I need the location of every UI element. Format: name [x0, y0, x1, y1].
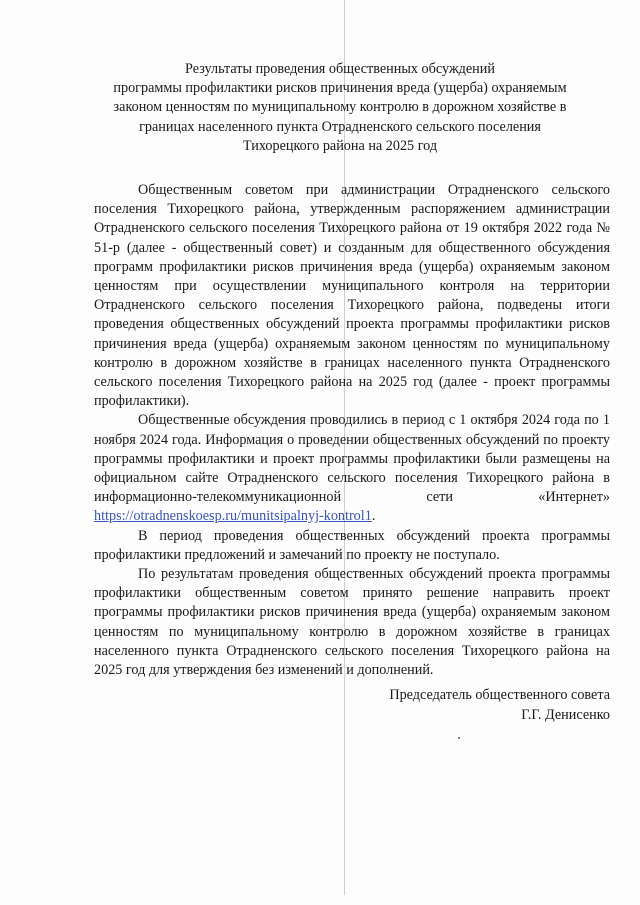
signature-position: Председатель общественного совета	[389, 687, 610, 703]
website-link[interactable]: https://otradnenskoesp.ru/munitsipalnyj-kontrol1	[94, 508, 372, 525]
signature-block	[389, 685, 610, 725]
signature-name: Г.Г. Денисенко	[521, 707, 610, 723]
paragraph-council-summary: Общественным советом при администрации Отрадненского сельского поселения Тихорецкого района, утвержденным распоряжением администрации Отрадненского сельского поселения Тихорецкого района от 19 октября 2022 года № 51-р (далее - общественный совет) и созданным для общественного обсуждения программ профилактики рисков причинения вреда (ущерба) охраняемым законом ценностям при осуществлении муниципального контроля на территории Отрадненского сельского поселения Тихорецкого района, подведены итоги проведения общественных обсуждений проекта программы профилактики рисков причинения вреда (ущерба) охраняемым законом ценностям по муниципальному контролю в дорожном хозяйстве в границах населенного пункта Отрадненского сельского поселения Тихорецкого района на 2025 год (далее - проект программы профилактики).	[94, 182, 610, 410]
paragraph-decision: По результатам проведения общественных обсуждений проекта программы профилактики общественным советом принято решение направить проект программы профилактики рисков причинения вреда (ущерба) охраняемым законом ценностям по муниципальному контролю в дорожном хозяйстве в границах населенного пункта Отрадненского сельского поселения Тихорецкого района на 2025 год для утверждения без изменений и дополнений.	[94, 566, 610, 679]
paragraph-discussion-text: Общественные обсуждения проводились в период с 1 октября 2024 года по 1 ноября 2024 года. Информация о проведении общественных обсуждений по проекту программы профилактики и проект программы профилактики были размещены на официальном сайте Отрадненского сельского поселения Тихорецкого района в информационно-телекоммуникационной сети «Интернет»	[94, 412, 610, 506]
paragraph-no-proposals: В период проведения общественных обсуждений проекта программы профилактики предложений и замечаний по проекту не поступало.	[94, 527, 610, 563]
paragraph-discussion-end: .	[371, 508, 376, 525]
title-line-5: Тихорецкого района на 2025 год	[242, 137, 438, 154]
title-line-4: границах населенного пункта Отрадненского сельского поселения	[139, 118, 541, 135]
document-title	[60, 60, 620, 156]
paragraph-discussion-period	[94, 411, 610, 526]
title-line-1: Результаты проведения общественных обсуждений	[185, 61, 495, 77]
scan-speck	[458, 737, 460, 739]
document-body	[94, 181, 610, 680]
title-line-2: программы профилактики рисков причинения вреда (ущерба) охраняемым	[113, 80, 567, 97]
title-line-3: законом ценностям по муниципальному контролю в дорожном хозяйстве в	[113, 99, 567, 116]
